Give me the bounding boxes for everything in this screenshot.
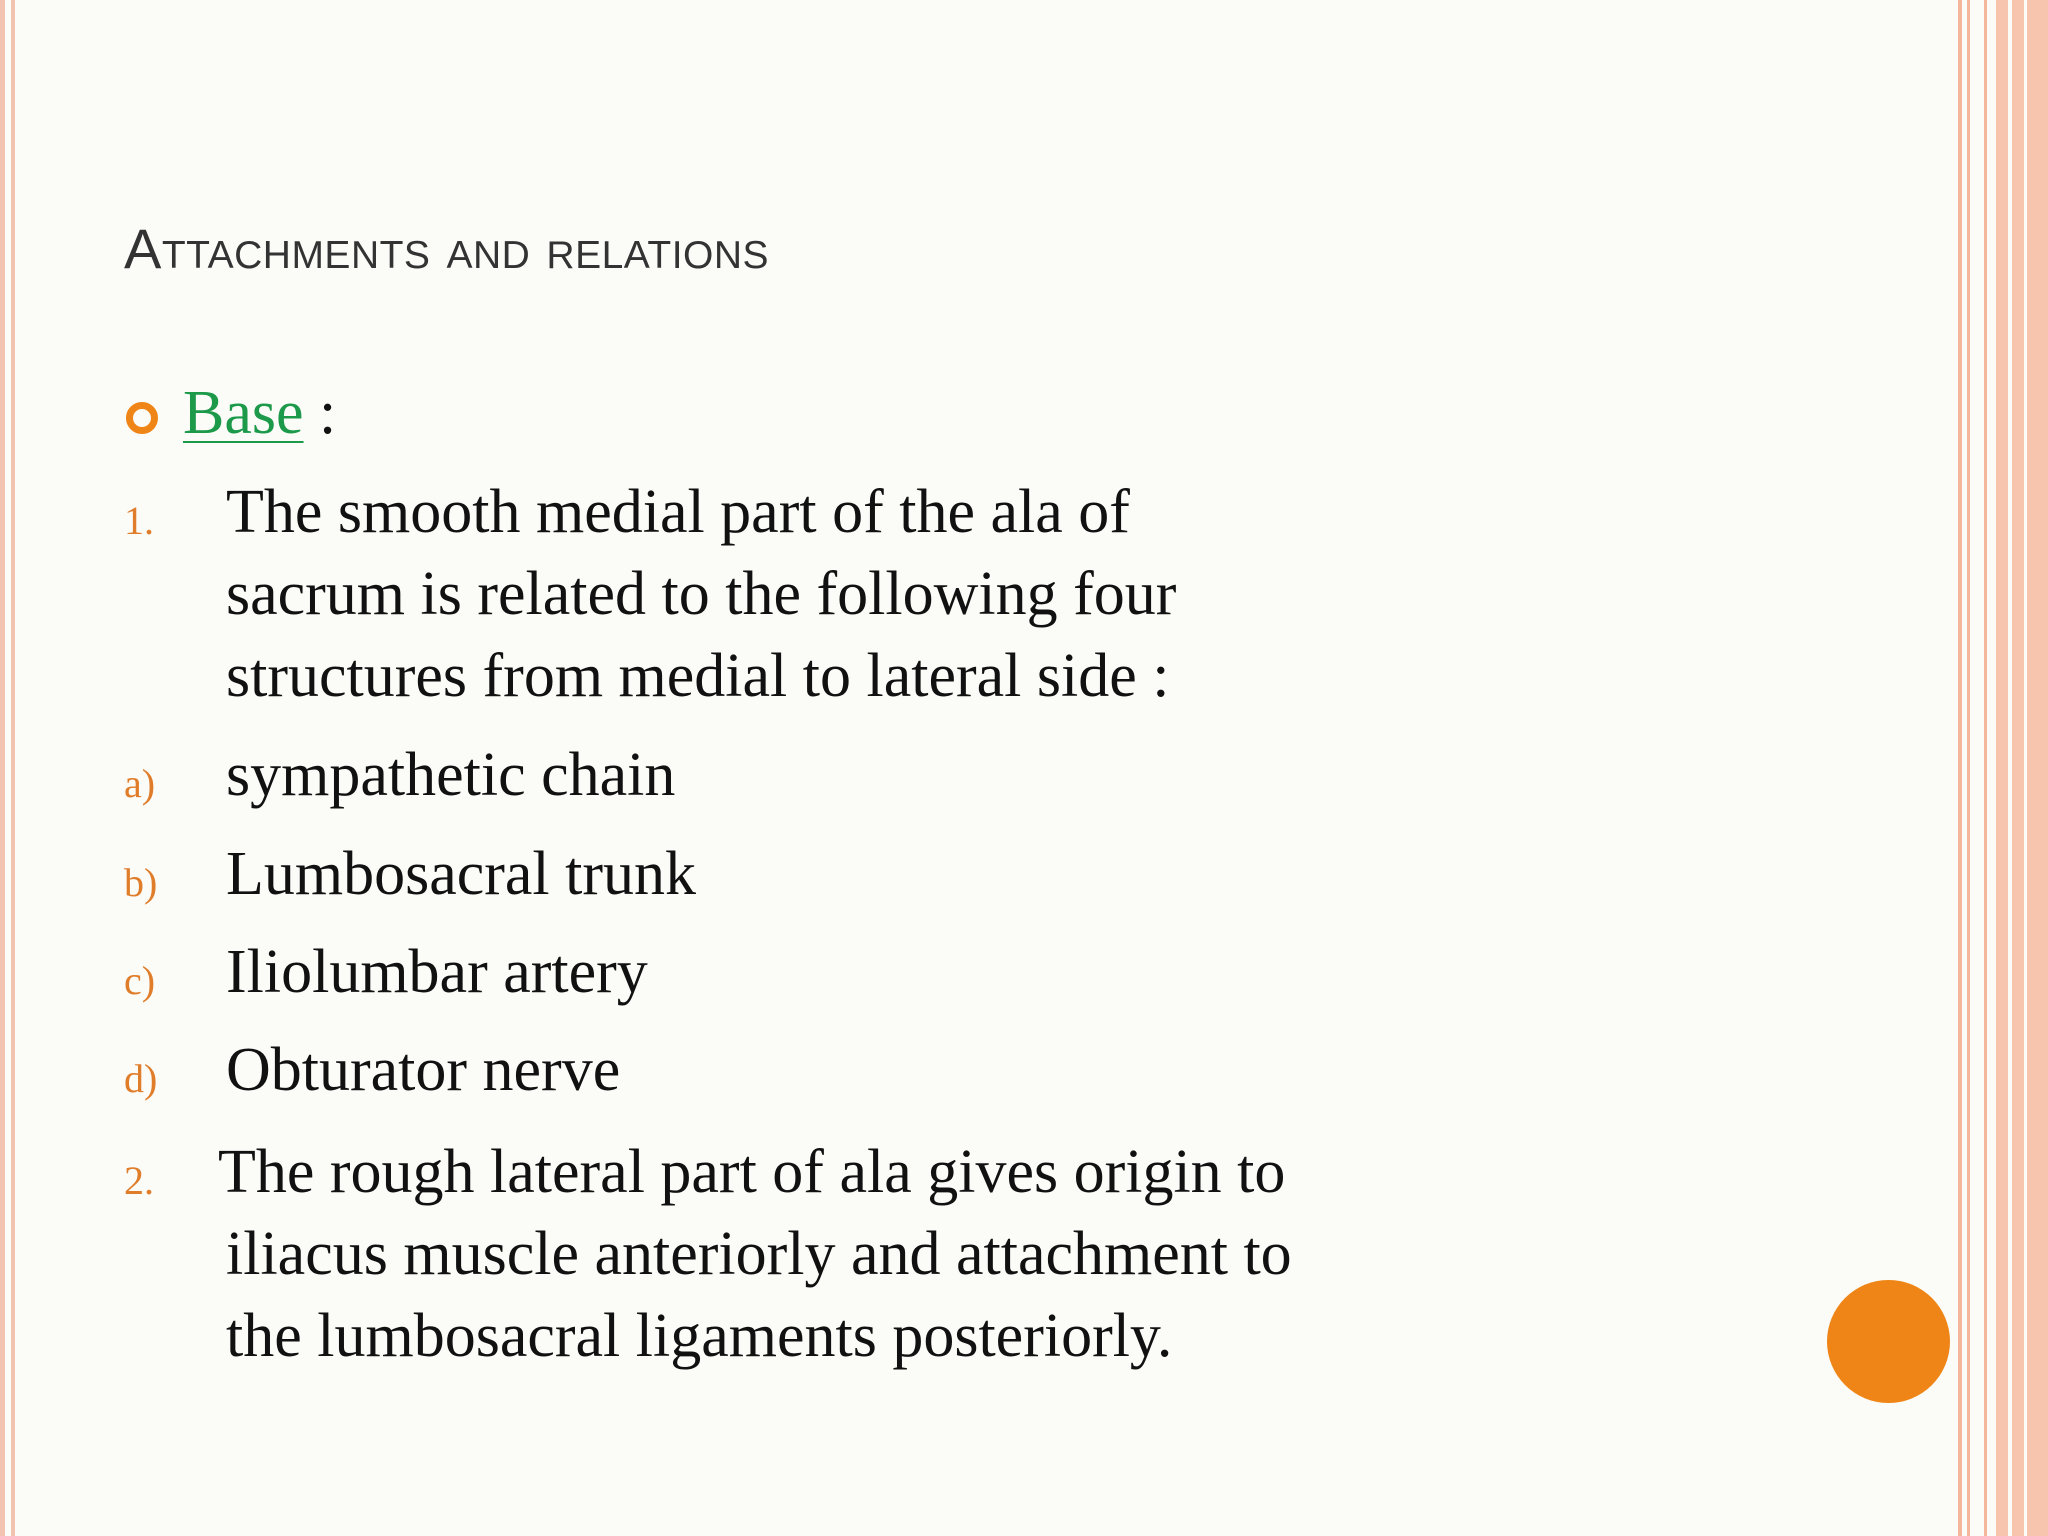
list-marker: a) [124, 761, 156, 806]
list-item-line: The smooth medial part of the ala of [226, 478, 1130, 546]
list-item-line: sacrum is related to the following four [226, 560, 1177, 628]
list-marker: 2. [124, 1158, 154, 1203]
right-border-gap [2024, 0, 2027, 1536]
list-item-line: the lumbosacral ligaments posteriorly. [226, 1302, 1173, 1370]
list-item-line: The rough lateral part of ala gives origin to [218, 1138, 1286, 1206]
list-item-line: structures from medial to lateral side : [226, 642, 1170, 710]
list-marker: c) [124, 958, 156, 1003]
list-item [226, 471, 1176, 717]
list-item: Obturator nerve [226, 1036, 621, 1104]
base-link[interactable]: Base [183, 379, 304, 447]
list-item-line: iliacus muscle anteriorly and attachment to [226, 1220, 1292, 1288]
right-border-line [1984, 0, 1987, 1536]
slide-title: Attachments and relations [124, 217, 770, 280]
list-marker: b) [124, 860, 158, 905]
base-heading [183, 378, 336, 449]
list-item: Iliolumbar artery [226, 938, 648, 1006]
list-item: Lumbosacral trunk [226, 840, 697, 908]
right-border-gap [2008, 0, 2012, 1536]
list-marker: 1. [124, 498, 154, 543]
list-item [218, 1131, 1292, 1377]
base-suffix: : [303, 379, 337, 447]
right-border-line [1967, 0, 1970, 1536]
bullet-circle-icon [126, 402, 158, 434]
list-item: sympathetic chain [226, 741, 676, 809]
right-border-line [1958, 0, 1962, 1536]
decorative-orange-circle [1827, 1280, 1950, 1403]
left-border-stripe [11, 0, 15, 1536]
left-border-stripe [0, 0, 5, 1536]
right-border-bar [1996, 0, 2048, 1536]
list-marker: d) [124, 1056, 158, 1101]
